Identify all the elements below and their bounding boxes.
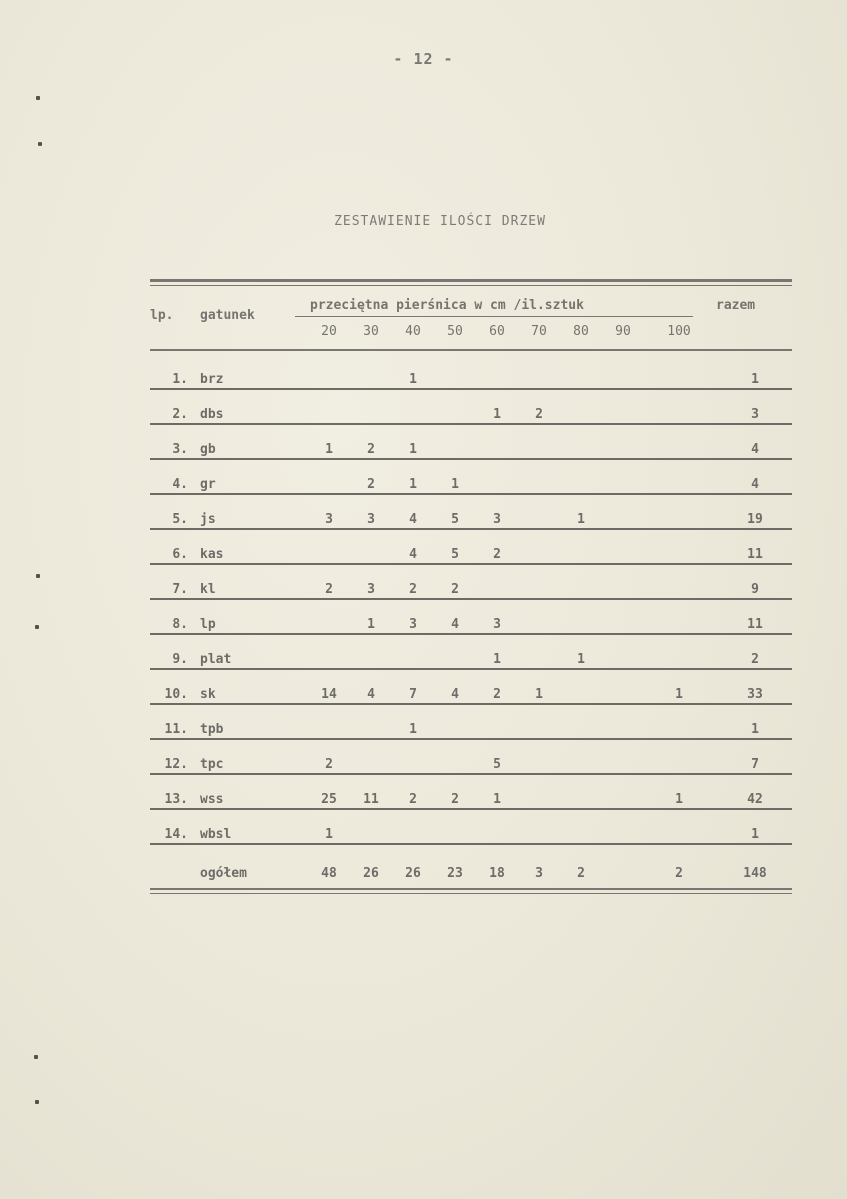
row-underline: [150, 563, 792, 565]
table-row: [150, 545, 792, 567]
row-number: 13.: [164, 792, 188, 807]
summary-cell: 48: [321, 866, 337, 881]
table-row: [150, 685, 792, 707]
row-underline: [150, 808, 792, 810]
count-cell: 1: [675, 687, 683, 702]
margin-mark: [36, 96, 40, 100]
count-cell: 2: [493, 547, 501, 562]
margin-mark: [35, 625, 39, 629]
row-total: 4: [751, 442, 759, 457]
table-row: [150, 755, 792, 777]
species-name: lp: [200, 617, 216, 632]
count-cell: 7: [409, 687, 417, 702]
margin-mark: [34, 1055, 38, 1059]
count-cell: 1: [325, 827, 333, 842]
summary-label: ogółem: [200, 866, 247, 881]
row-underline: [150, 843, 792, 845]
species-name: kas: [200, 547, 224, 562]
summary-cell: 26: [363, 866, 379, 881]
row-number: 12.: [164, 757, 188, 772]
header-dimension: 20: [321, 324, 337, 339]
row-underline: [150, 738, 792, 740]
count-cell: 1: [409, 477, 417, 492]
count-cell: 14: [321, 687, 337, 702]
header-dimension: 60: [489, 324, 505, 339]
count-cell: 1: [409, 442, 417, 457]
species-name: gb: [200, 442, 216, 457]
row-total: 33: [747, 687, 763, 702]
header-dimension: 40: [405, 324, 421, 339]
summary-total: 148: [743, 866, 767, 881]
row-number: 2.: [172, 407, 188, 422]
row-number: 7.: [172, 582, 188, 597]
count-cell: 3: [409, 617, 417, 632]
species-name: wbsl: [200, 827, 232, 842]
count-cell: 1: [577, 652, 585, 667]
count-cell: 5: [493, 757, 501, 772]
count-cell: 1: [409, 372, 417, 387]
table-row: [150, 510, 792, 532]
row-total: 9: [751, 582, 759, 597]
header-dimension: 100: [667, 324, 691, 339]
count-cell: 2: [367, 477, 375, 492]
margin-mark: [35, 1100, 39, 1104]
header-group: przeciętna pierśnica w cm /il.sztuk: [310, 298, 584, 313]
count-cell: 3: [493, 512, 501, 527]
count-cell: 1: [367, 617, 375, 632]
row-underline: [150, 423, 792, 425]
row-underline: [150, 528, 792, 530]
species-name: plat: [200, 652, 232, 667]
count-cell: 5: [451, 512, 459, 527]
count-cell: 1: [493, 652, 501, 667]
header-dimension: 90: [615, 324, 631, 339]
count-cell: 2: [451, 792, 459, 807]
row-underline: [150, 598, 792, 600]
row-total: 11: [747, 547, 763, 562]
header-dimension: 50: [447, 324, 463, 339]
row-number: 5.: [172, 512, 188, 527]
table-row: [150, 440, 792, 462]
count-cell: 1: [409, 722, 417, 737]
row-total: 1: [751, 722, 759, 737]
table-row: [150, 475, 792, 497]
count-cell: 2: [409, 582, 417, 597]
species-name: wss: [200, 792, 224, 807]
count-cell: 4: [451, 617, 459, 632]
header-dimension: 80: [573, 324, 589, 339]
header-dimension: 30: [363, 324, 379, 339]
count-cell: 4: [367, 687, 375, 702]
row-underline: [150, 388, 792, 390]
count-cell: 2: [451, 582, 459, 597]
count-cell: 3: [493, 617, 501, 632]
header-dimension: 70: [531, 324, 547, 339]
header-bottom-rule: [150, 349, 792, 351]
species-name: js: [200, 512, 216, 527]
count-cell: 1: [535, 687, 543, 702]
summary-cell: 3: [535, 866, 543, 881]
count-cell: 1: [493, 792, 501, 807]
row-total: 11: [747, 617, 763, 632]
count-cell: 1: [577, 512, 585, 527]
row-number: 11.: [164, 722, 188, 737]
row-underline: [150, 458, 792, 460]
table-row: [150, 825, 792, 847]
table-row: [150, 615, 792, 637]
table-top-rule-thin: [150, 285, 792, 286]
summary-cell: 2: [577, 866, 585, 881]
document-title: ZESTAWIENIE ILOŚCI DRZEW: [334, 214, 546, 229]
table-bottom-rule-thin: [150, 893, 792, 894]
count-cell: 2: [325, 582, 333, 597]
count-cell: 1: [325, 442, 333, 457]
table-bottom-rule: [150, 888, 792, 890]
table-row: [150, 405, 792, 427]
row-total: 42: [747, 792, 763, 807]
row-total: 1: [751, 372, 759, 387]
species-name: brz: [200, 372, 224, 387]
table-row: [150, 790, 792, 812]
table-top-rule: [150, 279, 792, 282]
species-name: dbs: [200, 407, 224, 422]
summary-cell: 26: [405, 866, 421, 881]
count-cell: 4: [409, 512, 417, 527]
row-number: 6.: [172, 547, 188, 562]
table-row: [150, 650, 792, 672]
row-underline: [150, 633, 792, 635]
count-cell: 1: [675, 792, 683, 807]
species-name: gr: [200, 477, 216, 492]
count-cell: 2: [535, 407, 543, 422]
page-number: - 12 -: [393, 50, 454, 68]
row-total: 19: [747, 512, 763, 527]
table-row: [150, 720, 792, 742]
header-lp: lp.: [150, 308, 174, 323]
row-total: 3: [751, 407, 759, 422]
header-species: gatunek: [200, 308, 255, 323]
header-group-underline: [295, 316, 693, 317]
count-cell: 2: [493, 687, 501, 702]
row-total: 2: [751, 652, 759, 667]
summary-row: [150, 864, 792, 886]
count-cell: 4: [451, 687, 459, 702]
row-total: 1: [751, 827, 759, 842]
summary-cell: 18: [489, 866, 505, 881]
count-cell: 2: [325, 757, 333, 772]
row-number: 9.: [172, 652, 188, 667]
margin-mark: [38, 142, 42, 146]
species-name: tpc: [200, 757, 224, 772]
row-number: 8.: [172, 617, 188, 632]
table-row: [150, 580, 792, 602]
count-cell: 11: [363, 792, 379, 807]
row-total: 4: [751, 477, 759, 492]
row-number: 4.: [172, 477, 188, 492]
row-number: 10.: [164, 687, 188, 702]
count-cell: 3: [325, 512, 333, 527]
count-cell: 3: [367, 512, 375, 527]
count-cell: 2: [367, 442, 375, 457]
table-row: [150, 370, 792, 392]
count-cell: 4: [409, 547, 417, 562]
row-number: 3.: [172, 442, 188, 457]
count-cell: 1: [451, 477, 459, 492]
species-name: tpb: [200, 722, 224, 737]
row-total: 7: [751, 757, 759, 772]
row-underline: [150, 773, 792, 775]
count-cell: 5: [451, 547, 459, 562]
count-cell: 2: [409, 792, 417, 807]
species-name: sk: [200, 687, 216, 702]
row-underline: [150, 493, 792, 495]
count-cell: 3: [367, 582, 375, 597]
count-cell: 25: [321, 792, 337, 807]
species-name: kl: [200, 582, 216, 597]
summary-cell: 2: [675, 866, 683, 881]
row-underline: [150, 668, 792, 670]
count-cell: 1: [493, 407, 501, 422]
row-number: 1.: [172, 372, 188, 387]
summary-cell: 23: [447, 866, 463, 881]
row-underline: [150, 703, 792, 705]
margin-mark: [36, 574, 40, 578]
header-total: razem: [716, 298, 756, 313]
row-number: 14.: [164, 827, 188, 842]
